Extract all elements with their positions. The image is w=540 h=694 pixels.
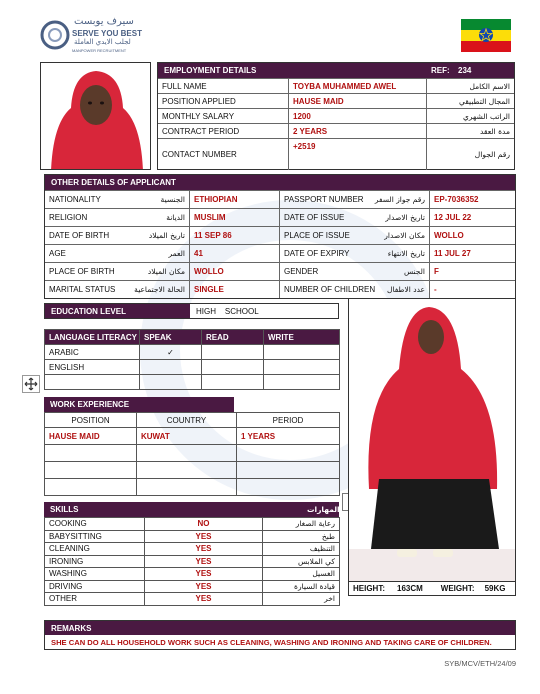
remarks-title: REMARKS <box>51 623 92 633</box>
other-label-arabic: الحالة الاجتماعية <box>134 285 185 294</box>
work-row <box>45 479 340 496</box>
other-value: MUSLIM <box>190 209 280 226</box>
other-details-rows <box>45 190 515 298</box>
skill-name: WASHING <box>45 568 145 581</box>
skill-row <box>45 543 340 556</box>
work-header-cell: PERIOD <box>237 413 340 428</box>
work-cell <box>45 479 137 496</box>
employment-row <box>158 123 514 138</box>
work-cell <box>237 462 340 479</box>
language-table <box>44 329 340 390</box>
skills-table <box>44 517 340 606</box>
other-label: AGE <box>49 249 66 258</box>
other-label-cell <box>45 227 190 244</box>
language-cell <box>140 375 202 390</box>
other-details-row <box>45 262 515 280</box>
employment-arabic: الراتب الشهري <box>463 111 510 121</box>
other-label-cell <box>45 245 190 262</box>
language-cell <box>202 345 264 360</box>
other-value: 11 JUL 27 <box>434 249 471 258</box>
skill-arabic: التنظيف <box>263 543 340 556</box>
other-label: DATE OF BIRTH <box>49 231 110 240</box>
employment-label: FULL NAME <box>158 79 289 93</box>
employment-label: POSITION APPLIED <box>158 94 289 108</box>
other-label-arabic: عدد الاطفال <box>387 285 425 294</box>
applicant-photo-small <box>40 62 151 170</box>
skill-row <box>45 530 340 543</box>
employment-details-box <box>157 62 515 170</box>
remarks-header <box>45 621 515 635</box>
work-experience-title: WORK EXPERIENCE <box>50 400 130 409</box>
other-value: 41 <box>190 245 280 262</box>
other-label-arabic: تاريخ الاصدار <box>385 213 425 222</box>
other-label-cell <box>280 191 430 208</box>
other-label: PASSPORT NUMBER <box>284 195 364 204</box>
weight-label: WEIGHT: <box>440 584 475 593</box>
employment-row <box>158 78 514 93</box>
employment-value: TOYBA MUHAMMED AWEL <box>289 79 427 93</box>
applicant-photo-large <box>348 298 516 582</box>
height-value: 163CM <box>397 584 423 593</box>
skill-arabic: رعاية الصغار <box>263 518 340 531</box>
work-header-row <box>45 413 340 428</box>
other-value: - <box>434 285 437 294</box>
skill-value: YES <box>145 593 263 606</box>
other-label-cell <box>280 209 430 226</box>
ref-label: REF: <box>431 66 450 75</box>
other-value: WOLLO <box>434 231 464 240</box>
other-label-arabic: تاريخ الانتهاء <box>387 249 425 258</box>
work-cell: KUWAT <box>137 428 237 445</box>
employment-label: CONTRACT PERIOD <box>158 124 289 138</box>
other-label-cell <box>45 191 190 208</box>
other-value: WOLLO <box>190 263 280 280</box>
language-header-row <box>45 330 340 345</box>
other-label-cell <box>45 281 190 298</box>
skill-name: COOKING <box>45 518 145 531</box>
other-label-arabic: الجنسية <box>160 195 185 204</box>
employment-row <box>158 93 514 108</box>
logo-icon <box>40 18 70 52</box>
other-label-cell <box>45 209 190 226</box>
other-label-cell <box>45 263 190 280</box>
employment-value: 1200 <box>289 109 427 123</box>
work-cell <box>137 462 237 479</box>
language-cell: ✓ <box>140 345 202 360</box>
other-label-arabic: تاريخ الميلاد <box>148 231 185 240</box>
employment-arabic: مدة العقد <box>480 126 510 136</box>
skill-row <box>45 593 340 606</box>
language-cell <box>264 360 340 375</box>
other-label: DATE OF EXPIRY <box>284 249 350 258</box>
skill-name: IRONING <box>45 555 145 568</box>
work-cell <box>237 445 340 462</box>
other-label-arabic: الجنس <box>403 267 425 276</box>
skill-name: OTHER <box>45 593 145 606</box>
logo-arabic: سيرف يوبست <box>74 16 134 27</box>
other-label-cell <box>280 227 430 244</box>
employment-title: EMPLOYMENT DETAILS <box>164 66 257 75</box>
language-box <box>44 329 339 390</box>
ethiopia-flag <box>461 19 511 52</box>
other-label: MARITAL STATUS <box>49 285 116 294</box>
skills-title: SKILLS <box>50 505 79 514</box>
other-value: 12 JUL 22 <box>434 213 472 222</box>
other-label-arabic: مكان الميلاد <box>147 267 185 276</box>
work-row <box>45 445 340 462</box>
employment-arabic: المجال التطبيقي <box>458 96 510 106</box>
skill-arabic: قيادة السيارة <box>263 580 340 593</box>
work-cell: 1 YEARS <box>237 428 340 445</box>
other-details-header <box>45 175 515 190</box>
language-cell <box>202 375 264 390</box>
skill-arabic: كي الملابس <box>263 555 340 568</box>
employment-value: +2519 <box>289 139 427 170</box>
work-cell <box>237 479 340 496</box>
work-header-cell: POSITION <box>45 413 137 428</box>
language-cell <box>202 360 264 375</box>
other-label: GENDER <box>284 267 319 276</box>
skill-row <box>45 568 340 581</box>
logo-name: SERVE YOU BEST <box>72 29 142 38</box>
skill-value: YES <box>145 543 263 556</box>
employment-label: MONTHLY SALARY <box>158 109 289 123</box>
footer-code: SYB/MCV/ETH/24/09 <box>444 659 516 668</box>
employment-arabic: الاسم الكامل <box>469 81 510 91</box>
other-details-row <box>45 280 515 298</box>
language-header-cell: WRITE <box>264 330 340 345</box>
other-value: EP-7036352 <box>434 195 479 204</box>
skill-arabic: طبخ <box>263 530 340 543</box>
other-details-row <box>45 244 515 262</box>
education-row <box>44 303 339 319</box>
skills-header <box>44 502 339 517</box>
work-cell <box>137 445 237 462</box>
star-emblem-icon <box>478 27 494 43</box>
skill-value: YES <box>145 580 263 593</box>
language-header-cell: READ <box>202 330 264 345</box>
company-logo <box>40 16 150 56</box>
skill-name: CLEANING <box>45 543 145 556</box>
employment-arabic: رقم الجوال <box>474 150 510 159</box>
other-label-arabic: رقم جواز السفر <box>374 195 425 204</box>
other-label-cell <box>280 245 430 262</box>
language-row <box>45 375 340 390</box>
work-row <box>45 462 340 479</box>
other-label: DATE OF ISSUE <box>284 213 345 222</box>
skill-value: NO <box>145 518 263 531</box>
skill-row <box>45 580 340 593</box>
skills-box <box>44 502 339 606</box>
work-experience-box <box>44 397 339 496</box>
employment-header <box>158 63 514 78</box>
skill-value: YES <box>145 530 263 543</box>
remarks-text: SHE CAN DO ALL HOUSEHOLD WORK SUCH AS CLEANING, WASHING AND IRONING AND TAKING CARE OF CHILDREN. <box>51 637 492 647</box>
work-cell <box>45 462 137 479</box>
language-header-cell: SPEAK <box>140 330 202 345</box>
other-label-arabic: العمر <box>168 249 185 258</box>
ref-value: 234 <box>458 66 472 75</box>
language-cell <box>45 375 140 390</box>
language-cell: ENGLISH <box>45 360 140 375</box>
employment-rows <box>158 78 514 170</box>
other-value: ETHIOPIAN <box>190 191 280 208</box>
skill-value: YES <box>145 555 263 568</box>
other-details-title: OTHER DETAILS OF APPLICANT <box>51 178 176 187</box>
skill-arabic: اخر <box>263 593 340 606</box>
weight-value: 59KG <box>484 584 506 593</box>
skills-title-arabic: المهارات <box>307 505 340 514</box>
other-label: NUMBER OF CHILDREN <box>284 285 376 294</box>
other-value: 11 SEP 86 <box>190 227 280 244</box>
work-cell: HAUSE MAID <box>45 428 137 445</box>
other-label-arabic: الديانة <box>166 213 185 222</box>
skill-value: YES <box>145 568 263 581</box>
language-header-cell: LANGUAGE LITERACY <box>45 330 140 345</box>
other-label: RELIGION <box>49 213 88 222</box>
education-label: EDUCATION LEVEL <box>45 304 190 318</box>
height-label: HEIGHT: <box>353 584 385 593</box>
work-cell <box>137 479 237 496</box>
language-row <box>45 345 340 360</box>
other-details-row <box>45 190 515 208</box>
other-details-row <box>45 226 515 244</box>
skill-name: BABYSITTING <box>45 530 145 543</box>
remarks-box <box>44 620 516 650</box>
other-details-box <box>44 174 516 299</box>
other-value: SINGLE <box>190 281 280 298</box>
language-row <box>45 360 340 375</box>
skill-row <box>45 518 340 531</box>
skill-row <box>45 555 340 568</box>
logo-sub: MANPOWER RECRUITMENT <box>72 48 127 53</box>
skill-name: DRIVING <box>45 580 145 593</box>
language-cell: ARABIC <box>45 345 140 360</box>
measurements-row <box>348 582 516 596</box>
skill-arabic: الغسيل <box>263 568 340 581</box>
move-handle-icon[interactable] <box>22 375 40 393</box>
other-label-arabic: مكان الاصدار <box>384 231 425 240</box>
employment-row <box>158 138 514 170</box>
other-label-cell <box>280 281 430 298</box>
other-label: PLACE OF ISSUE <box>284 231 350 240</box>
language-cell <box>264 345 340 360</box>
other-label-cell <box>280 263 430 280</box>
work-table <box>44 412 340 496</box>
logo-sub-arabic: لجلب الايدي العاملة <box>74 38 131 46</box>
employment-value: 2 YEARS <box>289 124 427 138</box>
other-label: PLACE OF BIRTH <box>49 267 115 276</box>
work-header-cell: COUNTRY <box>137 413 237 428</box>
work-experience-header <box>44 397 234 412</box>
work-cell <box>45 445 137 462</box>
employment-value: HAUSE MAID <box>289 94 427 108</box>
other-details-row <box>45 208 515 226</box>
education-value: HIGH SCHOOL <box>196 306 259 316</box>
language-cell <box>140 360 202 375</box>
employment-label: CONTACT NUMBER <box>158 139 289 170</box>
other-label: NATIONALITY <box>49 195 101 204</box>
work-row <box>45 428 340 445</box>
language-cell <box>264 375 340 390</box>
employment-row <box>158 108 514 123</box>
other-value: F <box>434 267 439 276</box>
